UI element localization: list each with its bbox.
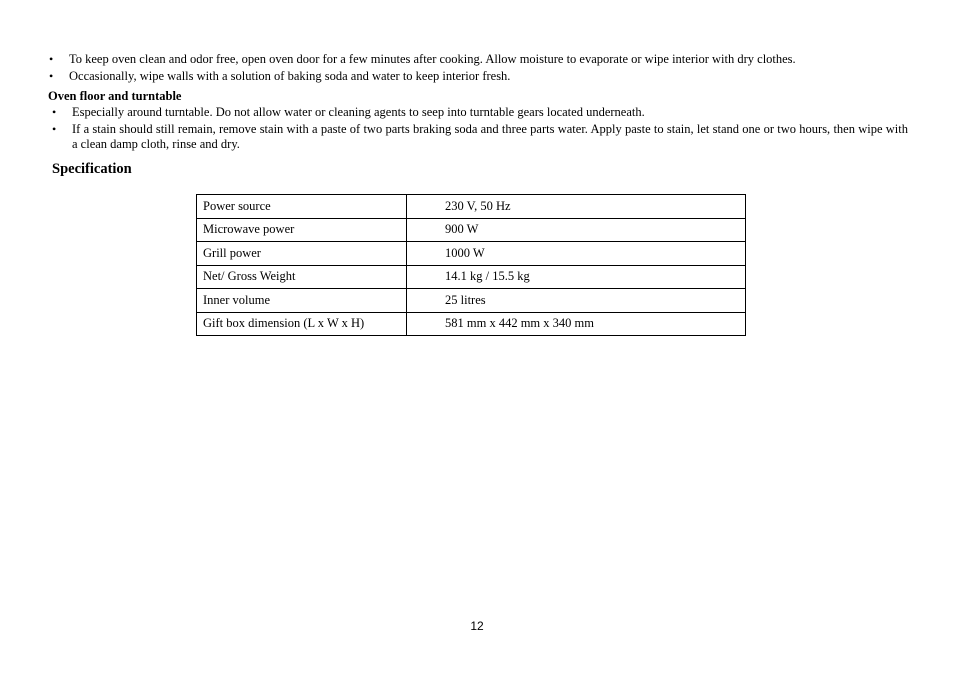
care-tip-text: Occasionally, wipe walls with a solution of baking soda and water to keep interior fresh. <box>69 69 511 83</box>
page-number: 12 <box>470 619 484 633</box>
spec-label: Microwave power <box>197 218 407 242</box>
specification-table <box>196 194 746 336</box>
bullet-icon: • <box>49 69 54 83</box>
spec-label: Inner volume <box>197 289 407 313</box>
spec-label: Gift box dimension (L x W x H) <box>197 312 407 336</box>
oven-floor-tip-text: If a stain should still remain, remove stain with a paste of two parts braking soda and three parts water. Apply paste to stain, let stand one or two hours, then wipe with a clean damp cloth, rinse and dry. <box>72 121 908 151</box>
oven-floor-tips-list <box>52 105 908 154</box>
table-row <box>197 242 746 266</box>
bullet-icon: • <box>49 52 54 66</box>
table-row <box>197 218 746 242</box>
spec-value: 900 W <box>407 218 746 242</box>
bullet-icon: • <box>52 105 57 119</box>
table-row <box>197 265 746 289</box>
spec-value: 1000 W <box>407 242 746 266</box>
care-tips-list <box>49 52 929 86</box>
spec-label: Net/ Gross Weight <box>197 265 407 289</box>
spec-label: Grill power <box>197 242 407 266</box>
spec-value: 25 litres <box>407 289 746 313</box>
spec-value: 581 mm x 442 mm x 340 mm <box>407 312 746 336</box>
list-item <box>49 69 929 85</box>
list-item <box>52 121 908 153</box>
care-tip-text: To keep oven clean and odor free, open oven door for a few minutes after cooking. Allow moisture to evaporate or wipe interior with dry clothes. <box>69 52 796 66</box>
bullet-icon: • <box>52 121 57 136</box>
specification-heading: Specification <box>52 161 132 177</box>
list-item <box>49 52 929 68</box>
table-row <box>197 195 746 219</box>
spec-value: 14.1 kg / 15.5 kg <box>407 265 746 289</box>
table-row <box>197 312 746 336</box>
spec-label: Power source <box>197 195 407 219</box>
spec-value: 230 V, 50 Hz <box>407 195 746 219</box>
table-row <box>197 289 746 313</box>
list-item <box>52 105 908 121</box>
oven-floor-tip-text: Especially around turntable. Do not allow water or cleaning agents to seep into turntable gears located underneath. <box>72 105 645 119</box>
oven-floor-heading: Oven floor and turntable <box>48 89 182 103</box>
